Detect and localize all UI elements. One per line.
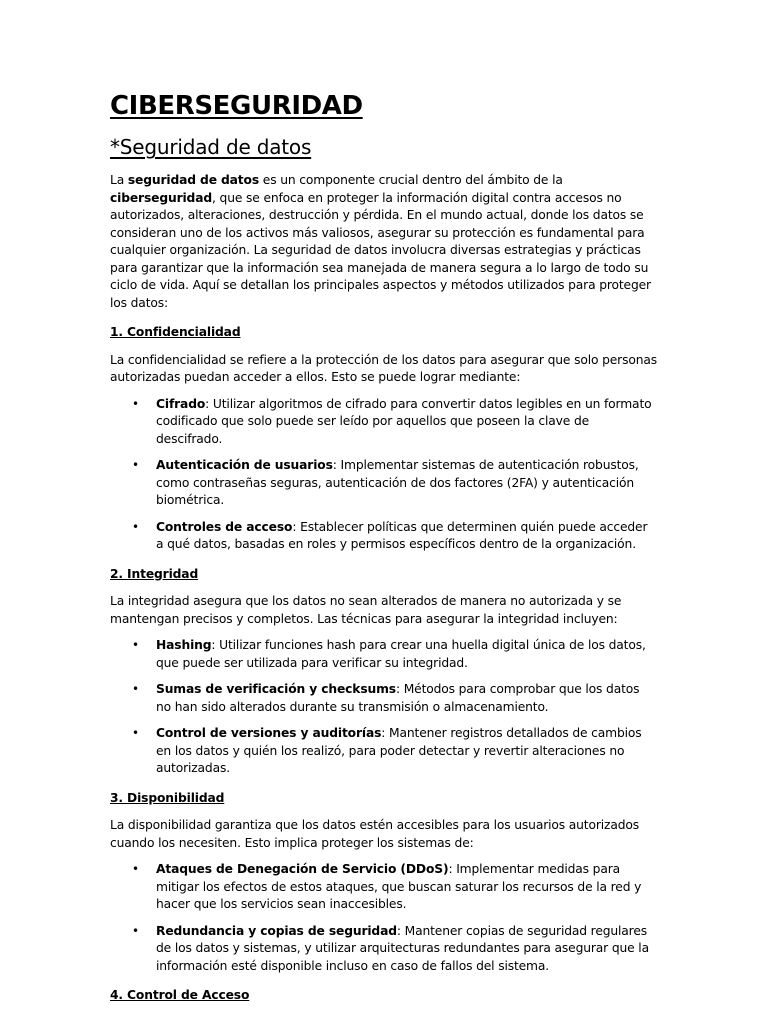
- list-item: [110, 681, 658, 716]
- bullet-icon: •: [132, 519, 139, 534]
- bullet-icon: •: [132, 862, 139, 876]
- bullet-list: [110, 861, 658, 975]
- bullet-icon: •: [132, 923, 139, 938]
- list-item: [110, 519, 658, 554]
- list-item-desc: : Mantener copias de seguridad regulares de los datos y sistemas, y utilizar arquitecturas redundantes para asegurar que la información esté disponible incluso en caso de fallos del sistema.: [156, 923, 649, 973]
- list-item-term: Ataques de Denegación de Servicio (DDoS): [156, 862, 449, 876]
- section-text: La confidencialidad se refiere a la protección de los datos para asegurar que solo personas autorizadas puedan acceder a ellos. Esto se puede lograr mediante:: [110, 352, 657, 384]
- bullet-icon: •: [132, 458, 139, 472]
- intro-text: La: [110, 173, 128, 187]
- intro-paragraph: [110, 172, 658, 312]
- list-item-desc: : Establecer políticas que determinen quién puede acceder a qué datos, basadas en roles y permisos específicos dentro de la organización.: [156, 519, 648, 551]
- list-item-desc: : Implementar medidas para mitigar los efectos de estos ataques, que buscan saturar los recursos de la red y hacer que los servicios sean inaccesibles.: [156, 862, 642, 911]
- section-text: La disponibilidad garantiza que los datos estén accesibles para los usuarios autorizados cuando los necesiten. Esto implica proteger los sistemas de:: [110, 818, 639, 850]
- list-item-term: Sumas de verificación y checksums: [156, 682, 396, 696]
- document-title: CIBERSEGURIDAD: [110, 91, 363, 121]
- list-item-desc: : Implementar sistemas de autenticación robustos, como contraseñas seguras, autenticación de dos factores (2FA) y autenticación biométrica.: [156, 458, 639, 507]
- list-item-desc: : Utilizar funciones hash para crear una huella digital única de los datos, que puede ser utilizada para verificar su integridad.: [156, 638, 646, 670]
- list-item-term: Controles de acceso: [156, 519, 293, 534]
- bullet-icon: •: [132, 396, 139, 411]
- document-subtitle: *Seguridad de datos: [110, 135, 312, 159]
- list-item-term: Hashing: [156, 638, 212, 652]
- section-text: La integridad asegura que los datos no sean alterados de manera no autorizada y se mantengan precisos y completos. Las técnicas para asegurar la integridad incluyen:: [110, 594, 622, 626]
- bullet-icon: •: [132, 638, 139, 652]
- list-item: [110, 396, 658, 449]
- intro-text: , que se enfoca en proteger la información digital contra accesos no autorizados, alteraciones, destrucción y pérdida. En el mundo actual, donde los datos se consideran uno de los activos más valiosos, asegurar su protección es fundamental para cualquier organización. La seguridad de datos involucra diversas estrategias y prácticas para garantizar que la información sea manejada de manera segura a lo largo de todo su ciclo de vida. Aquí se detallan los principales aspectos y métodos utilizados para proteger los datos:: [110, 190, 651, 310]
- list-item-term: Redundancia y copias de seguridad: [156, 923, 397, 938]
- list-item: [110, 861, 658, 914]
- intro-bold-term: seguridad de datos: [127, 173, 260, 187]
- list-item-desc: : Utilizar algoritmos de cifrado para convertir datos legibles en un formato codificado que solo puede ser leído por aquellos que poseen la clave de descifrado.: [156, 396, 652, 446]
- list-item: [110, 725, 658, 778]
- intro-bold-term: ciberseguridad: [110, 190, 213, 205]
- list-item-desc: : Métodos para comprobar que los datos no han sido alterados durante su transmisión o almacenamiento.: [156, 682, 640, 714]
- list-item-term: Cifrado: [156, 396, 206, 411]
- list-item: [110, 637, 658, 672]
- list-item: [110, 457, 658, 510]
- list-item-term: Autenticación de usuarios: [156, 458, 333, 472]
- intro-text: es un componente crucial dentro del ámbito de la: [259, 173, 563, 187]
- bullet-list: [110, 637, 658, 778]
- bullet-icon: •: [132, 682, 139, 696]
- bullet-list: [110, 396, 658, 554]
- section-heading-confidencialidad: 1. Confidencialidad: [110, 325, 241, 339]
- list-item: [110, 923, 658, 976]
- section-heading-disponibilidad: 3. Disponibilidad: [110, 790, 225, 805]
- section-heading-integridad: 2. Integridad: [110, 566, 199, 581]
- list-item-term: Control de versiones y auditorías: [156, 726, 382, 740]
- bullet-icon: •: [132, 726, 139, 740]
- section-heading-control-de-acceso: 4. Control de Acceso: [110, 988, 250, 1002]
- list-item-desc: : Mantener registros detallados de cambios en los datos y quién los realizó, para poder detectar y revertir alteraciones no autorizadas.: [156, 726, 642, 775]
